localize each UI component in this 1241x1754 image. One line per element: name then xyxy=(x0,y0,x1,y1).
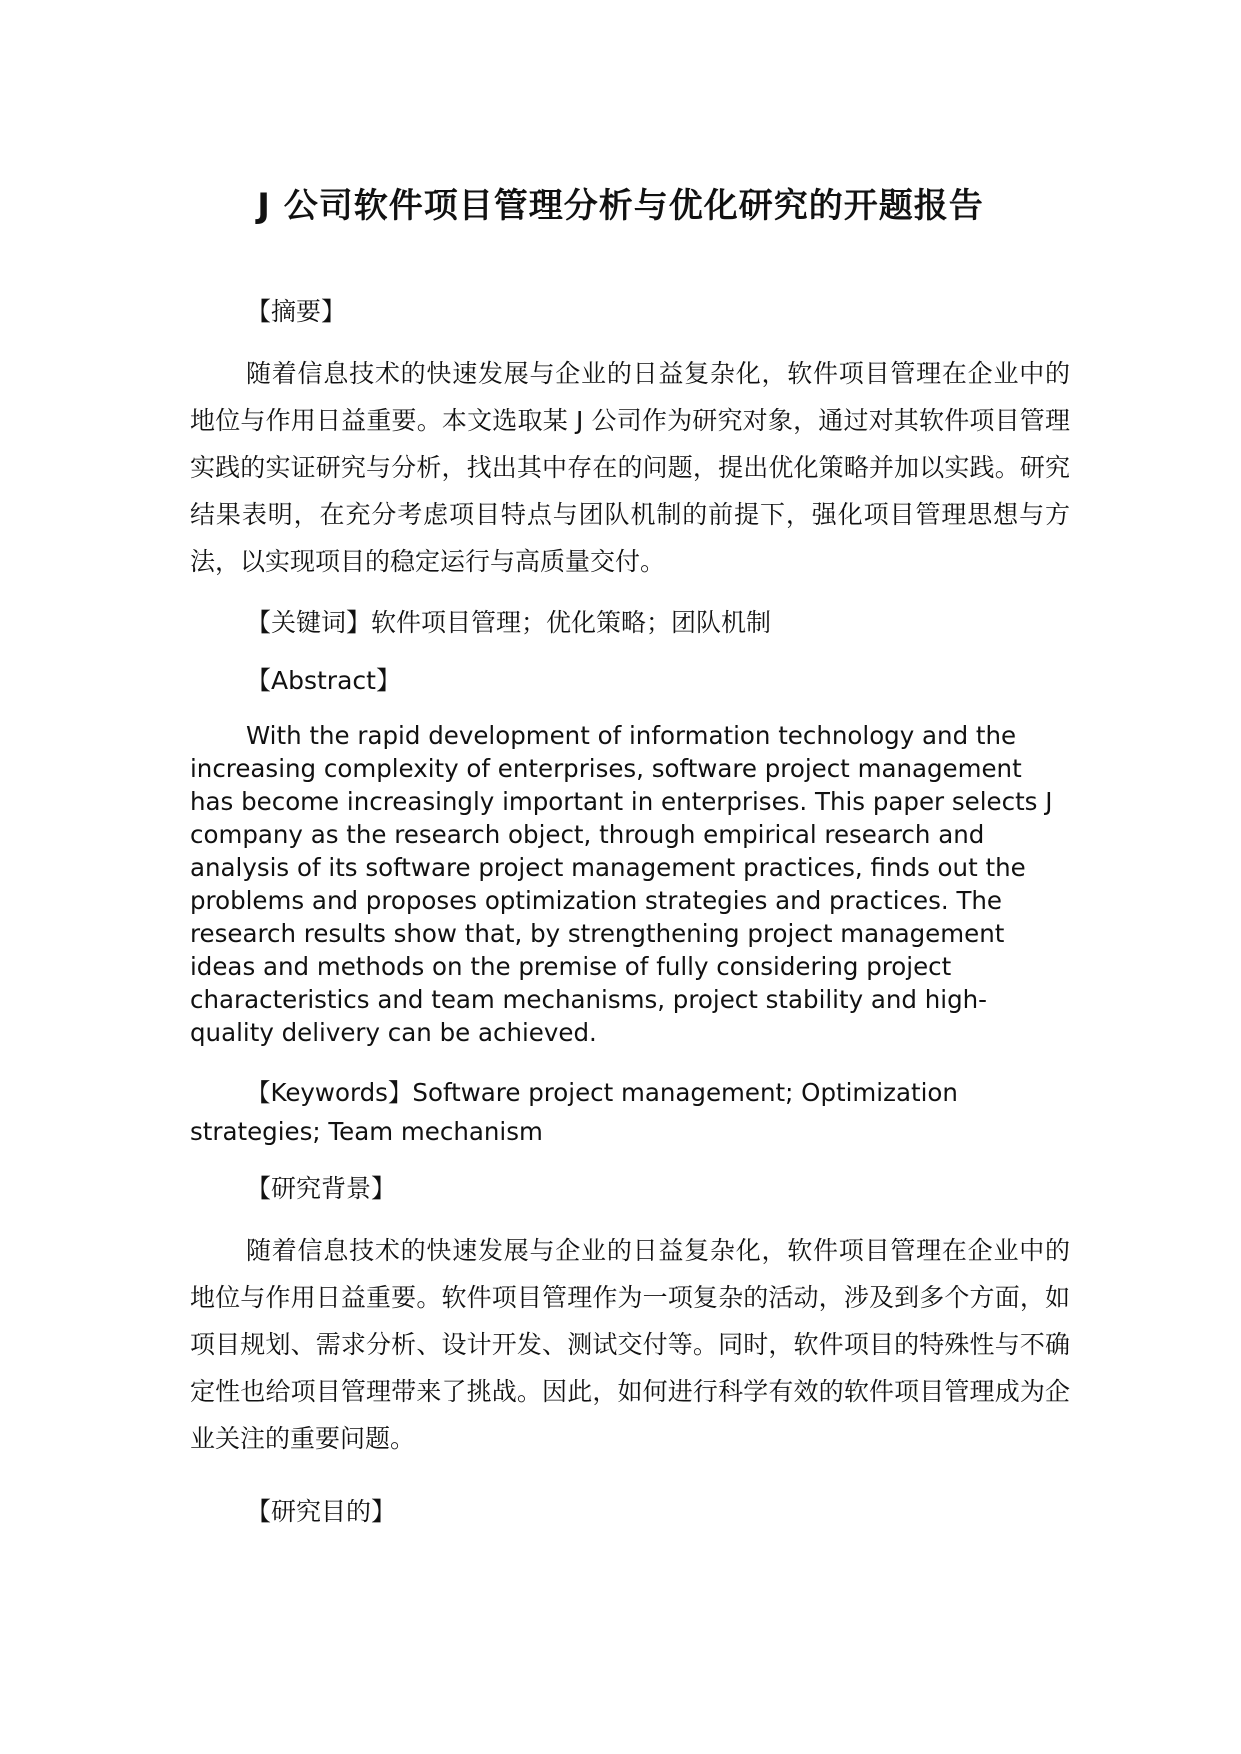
keywords-cn: 【关键词】软件项目管理；优化策略；团队机制 xyxy=(246,608,772,637)
abstract-cn-heading: 【摘要】 xyxy=(246,297,347,326)
background-text: 随着信息技术的快速发展与企业的日益复杂化，软件项目管理在企业中的地位与作用日益重要。软件项目管理作为一项复杂的活动，涉及到多个方面，如项目规划、需求分析、设计开发、测试交付等。同时，软件项目的特殊性与不确定性也给项目管理带来了挑战。因此，如何进行科学有效的软件项目管理成为企业关注的重要问题。 xyxy=(190,1236,1070,1453)
background-heading: 【研究背景】 xyxy=(246,1174,397,1203)
purpose-heading: 【研究目的】 xyxy=(246,1497,397,1526)
keywords-en: 【Keywords】Software project management; Optimization strategies; Team mechanism xyxy=(190,1078,958,1146)
document-body xyxy=(190,292,1070,1532)
abstract-en-text: With the rapid development of information technology and the increasing complexity of enterprises, software project management has become increasingly important in enterprises. This paper selects J company as the research object, through empirical research and analysis of its software project management practices, finds out the problems and proposes optimization strategies and practices. The research results show that, by strengthening project management ideas and methods on the premise of fully considering project characteristics and team mechanisms, project stability and high-quality delivery can be achieved. xyxy=(190,721,1053,1047)
abstract-cn-text: 随着信息技术的快速发展与企业的日益复杂化，软件项目管理在企业中的地位与作用日益重要。本文选取某 J 公司作为研究对象，通过对其软件项目管理实践的实证研究与分析，找出其中存在的问题，提出优化策略并加以实践。研究结果表明，在充分考虑项目特点与团队机制的前提下，强化项目管理思想与方法，以实现项目的稳定运行与高质量交付。 xyxy=(190,359,1070,576)
abstract-en-heading: 【Abstract】 xyxy=(246,666,401,695)
document-title: J 公司软件项目管理分析与优化研究的开题报告 xyxy=(257,186,984,226)
